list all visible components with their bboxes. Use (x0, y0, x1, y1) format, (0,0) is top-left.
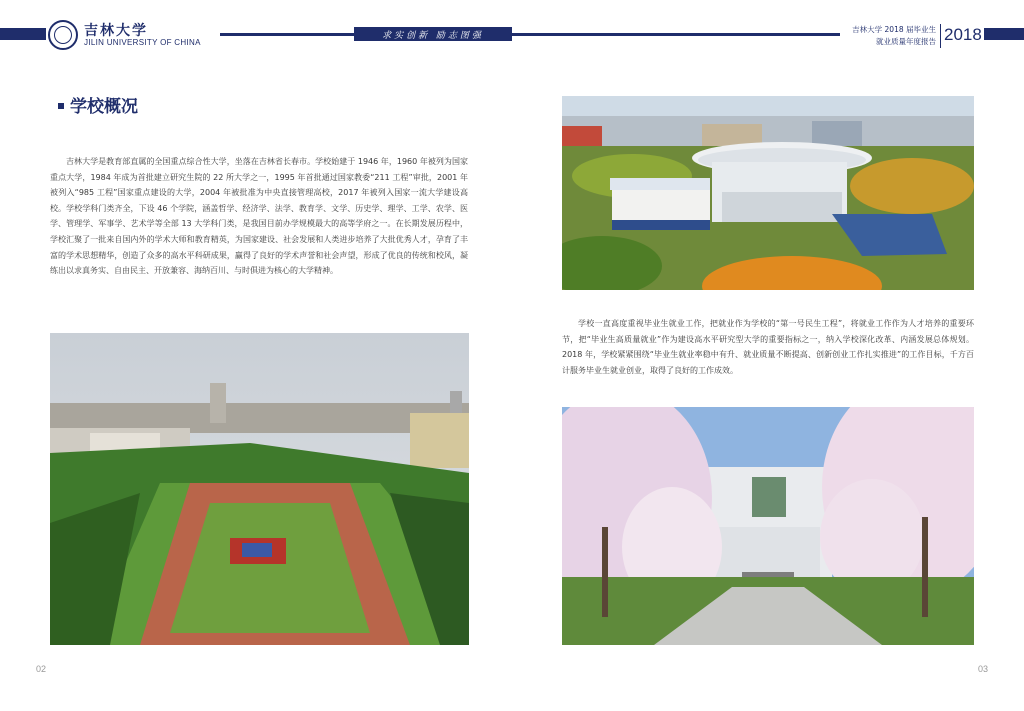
report-year: 2018 (944, 25, 982, 44)
header-bar-center (220, 33, 354, 36)
blossom-avenue-photo (562, 407, 974, 645)
page-number-left: 02 (36, 664, 47, 674)
career-paragraph: 学校一直高度重视毕业生就业工作，把就业作为学校的“第一号民生工程”，将就业工作作为人才培养的重要环节，把“毕业生高质量就业”作为建设高水平研究型大学的重要指标之一，纳入学校深化改革、内涵发展总体规划。2018 年，学校紧紧围绕“毕业生就业率稳中有升、就业质量不断提高、创新创业工作扎实推进”的工作目标，千方百计服务毕业生就业创业，取得了良好的工作成效。 (562, 319, 974, 375)
slogan-banner: 求实创新 励志图强 (354, 27, 512, 41)
year-divider (940, 24, 941, 48)
page-number-right: 03 (978, 664, 989, 674)
header-bar-left (0, 28, 46, 40)
header-bar-right-left (512, 33, 840, 36)
report-title-line2: 就业质量年度报告 (876, 37, 936, 46)
header-bar-right (984, 28, 1024, 40)
campus-aerial-photo (50, 333, 469, 645)
intro-paragraph: 吉林大学是教育部直属的全国重点综合性大学，坐落在吉林省长春市。学校始建于 1946 年，1960 年被列为国家重点大学，1984 年成为首批建立研究生院的 22 所大学之一，1995 年首批通过国家教委“211 工程”审批，2001 年被列入“985 工程”国家重点建设的大学，2004 年被批准为中央直接管理高校，2017 年被列入国家一流大学建设高校。学校学科门类齐全，下设 46 个学院，涵盖哲学、经济学、法学、教育学、文学、历史学、理学、工学、农学、医学、管理学、军事学、艺术学等全部 13 大学科门类，是我国目前办学规模最大的高等学府之一。在长期发展历程中，学校汇聚了一批来自国内外的学术大师和教育精英，为国家建设、社会发展和人类进步培养了大批优秀人才，孕育了丰富的学术思想精华，创造了众多的高水平科研成果，赢得了良好的学术声誉和社会声望，形成了优良的传统和校风，凝练出以求真务实、自由民主、开放兼容、海纳百川、与时俱进为核心的大学精神。 (50, 157, 468, 276)
school-name-cn: 吉林大学 (84, 23, 148, 39)
stadium-photo (562, 96, 974, 290)
school-name-en: JILIN UNIVERSITY OF CHINA (84, 38, 201, 47)
report-title-line1: 吉林大学 2018 届毕业生 (852, 25, 936, 34)
report-title (840, 24, 936, 48)
section-heading: 学校概况 (58, 92, 138, 117)
university-seal-icon (48, 20, 78, 50)
